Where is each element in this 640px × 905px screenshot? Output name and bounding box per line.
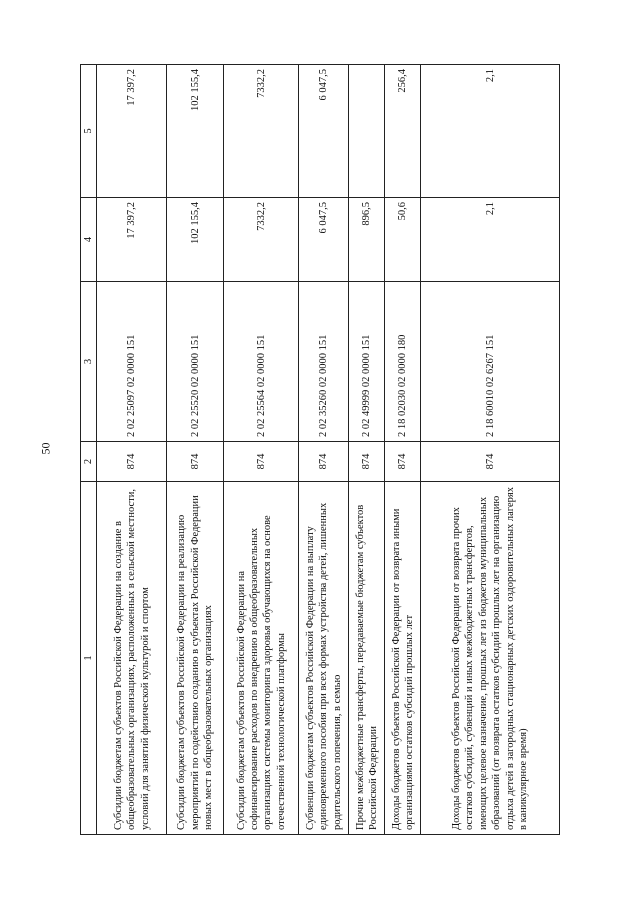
column-header-2: 2 [81,442,97,482]
row-budget-code: 2 02 25564 02 0000 151 [224,282,299,442]
row-admin-code: 874 [97,442,167,482]
row-admin-code: 874 [299,442,349,482]
row-admin-code: 874 [224,442,299,482]
row-description: Доходы бюджетов субъектов Российской Федерации от возврата прочих остатков субсидий, субвенций и иных межбюджетных трансфертов, имеющих целевое назначение, прошлых лет из бюджетов муниципальных образований (от возврата остатков субсидий прошлых лет на организацию отдыха детей в загородных стационарных детских оздоровительных лагерях в каникулярное время) [421,482,560,835]
table-row [299,65,349,835]
table-header-row [81,65,97,835]
table-row [421,65,560,835]
row-description: Прочие межбюджетные трансферты, передаваемые бюджетам субъектов Российской Федерации [349,482,385,835]
table-row [97,65,167,835]
column-header-5: 5 [81,65,97,198]
row-value-col5: 7332,2 [224,65,299,198]
table-row [385,65,421,835]
row-value-col4: 2,1 [421,198,560,282]
column-header-1: 1 [81,482,97,835]
row-value-col5: 256,4 [385,65,421,198]
page-number: 50 [38,442,53,455]
table-row [349,65,385,835]
rotated-table-frame [80,65,560,835]
table-row [224,65,299,835]
row-budget-code: 2 02 49999 02 0000 151 [349,282,385,442]
row-budget-code: 2 18 02030 02 0000 180 [385,282,421,442]
row-admin-code: 874 [421,442,560,482]
row-budget-code: 2 02 35260 02 0000 151 [299,282,349,442]
row-value-col5 [349,65,385,198]
row-description: Субсидии бюджетам субъектов Российской Федерации на софинансирование расходов по внедрению в общеобразовательных организациях системы мониторинга здоровья обучающихся на основе отечественной технологической платформы [224,482,299,835]
column-header-3: 3 [81,282,97,442]
row-value-col4: 896,5 [349,198,385,282]
row-budget-code: 2 18 60010 02 6267 151 [421,282,560,442]
row-admin-code: 874 [167,442,224,482]
row-value-col5: 2,1 [421,65,560,198]
column-header-4: 4 [81,198,97,282]
row-description: Субсидии бюджетам субъектов Российской Федерации на реализацию мероприятий по содействию созданию в субъектах Российской Федерации новых мест в общеобразовательных организациях [167,482,224,835]
row-admin-code: 874 [385,442,421,482]
row-description: Субсидии бюджетам субъектов Российской Федерации на создание в общеобразовательных организациях, расположенных в сельской местности, условий для занятий физической культурой и спортом [97,482,167,835]
row-value-col4: 50,6 [385,198,421,282]
row-budget-code: 2 02 25097 02 0000 151 [97,282,167,442]
row-admin-code: 874 [349,442,385,482]
row-value-col5: 6 047,5 [299,65,349,198]
row-value-col5: 102 155,4 [167,65,224,198]
row-value-col4: 102 155,4 [167,198,224,282]
revenue-table [80,64,560,835]
row-value-col4: 6 047,5 [299,198,349,282]
row-budget-code: 2 02 25520 02 0000 151 [167,282,224,442]
row-value-col5: 17 397,2 [97,65,167,198]
row-value-col4: 7332,2 [224,198,299,282]
row-description: Субвенции бюджетам субъектов Российской Федерации на выплату единовременного пособия при всех формах устройства детей, лишенных родительского попечения, в семью [299,482,349,835]
table-row [167,65,224,835]
row-description: Доходы бюджетов субъектов Российской Федерации от возврата иными организациями остатков субсидий прошлых лет [385,482,421,835]
row-value-col4: 17 397,2 [97,198,167,282]
